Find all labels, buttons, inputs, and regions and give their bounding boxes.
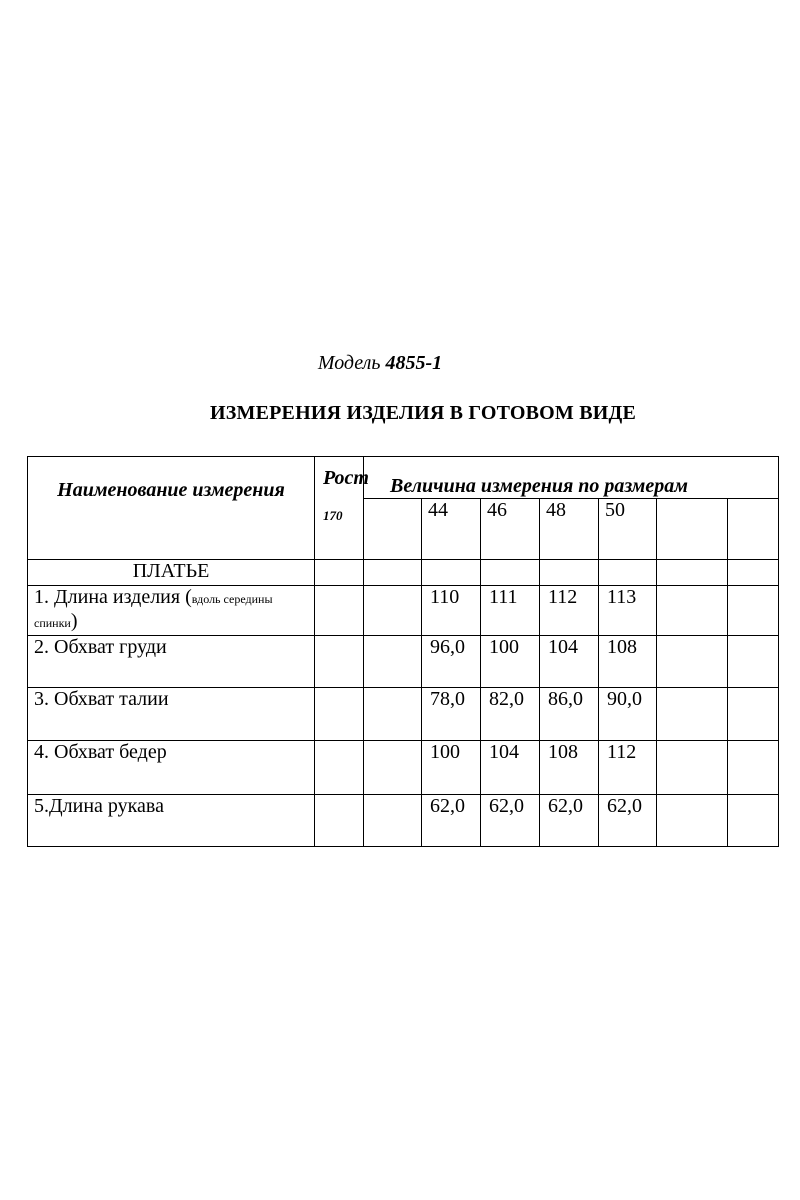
row-name: 2. Обхват груди bbox=[28, 636, 315, 688]
section-label: ПЛАТЬЕ bbox=[28, 560, 315, 586]
value-cell: 111 bbox=[481, 586, 540, 636]
blank-cell bbox=[315, 795, 364, 847]
table-header-row bbox=[28, 457, 779, 499]
blank-cell bbox=[728, 636, 779, 688]
value-cell: 62,0 bbox=[599, 795, 657, 847]
blank-cell bbox=[315, 741, 364, 795]
row-name-text: 1. Длина изделия ( bbox=[34, 586, 192, 608]
blank-cell bbox=[728, 560, 779, 586]
value-cell: 96,0 bbox=[422, 636, 481, 688]
size-cell: 44 bbox=[422, 499, 481, 560]
size-cell: 50 bbox=[599, 499, 657, 560]
row-name-note: вдоль середины спинки bbox=[34, 592, 273, 630]
height-label: Рост bbox=[323, 467, 369, 489]
value-cell: 78,0 bbox=[422, 688, 481, 741]
table-row bbox=[28, 741, 779, 795]
blank-cell bbox=[422, 560, 481, 586]
blank-cell bbox=[315, 636, 364, 688]
blank-cell bbox=[657, 741, 728, 795]
value-cell: 108 bbox=[599, 636, 657, 688]
value-cell: 100 bbox=[481, 636, 540, 688]
value-cell: 62,0 bbox=[422, 795, 481, 847]
column-header-sizes: Величина измерения по размерам bbox=[364, 457, 779, 499]
blank-cell bbox=[364, 741, 422, 795]
blank-cell bbox=[657, 586, 728, 636]
value-cell: 86,0 bbox=[540, 688, 599, 741]
value-cell: 112 bbox=[599, 741, 657, 795]
value-cell: 62,0 bbox=[481, 795, 540, 847]
value-cell: 110 bbox=[422, 586, 481, 636]
model-number: 4855-1 bbox=[385, 352, 443, 374]
blank-cell bbox=[315, 586, 364, 636]
blank-cell bbox=[315, 560, 364, 586]
table-row bbox=[28, 795, 779, 847]
measurements-table bbox=[27, 456, 779, 847]
value-cell: 104 bbox=[481, 741, 540, 795]
value-cell: 113 bbox=[599, 586, 657, 636]
value-cell: 108 bbox=[540, 741, 599, 795]
value-cell: 82,0 bbox=[481, 688, 540, 741]
blank-cell bbox=[364, 688, 422, 741]
blank-cell bbox=[728, 586, 779, 636]
blank-cell bbox=[657, 795, 728, 847]
blank-cell bbox=[364, 560, 422, 586]
blank-cell bbox=[364, 795, 422, 847]
row-name-end: ) bbox=[70, 610, 78, 632]
value-cell: 112 bbox=[540, 586, 599, 636]
value-cell: 62,0 bbox=[540, 795, 599, 847]
value-cell: 100 bbox=[422, 741, 481, 795]
row-name: 3. Обхват талии bbox=[28, 688, 315, 741]
blank-cell bbox=[599, 560, 657, 586]
blank-cell bbox=[657, 560, 728, 586]
row-name bbox=[28, 586, 315, 636]
blank-cell bbox=[728, 741, 779, 795]
column-header-height bbox=[315, 457, 369, 560]
size-cell: 48 bbox=[540, 499, 599, 560]
row-name: 5.Длина рукава bbox=[28, 795, 315, 847]
model-line bbox=[0, 352, 760, 375]
blank-cell bbox=[728, 688, 779, 741]
size-cell: 46 bbox=[481, 499, 540, 560]
model-label: Модель bbox=[317, 352, 381, 374]
blank-cell bbox=[657, 636, 728, 688]
value-cell: 104 bbox=[540, 636, 599, 688]
blank-cell bbox=[364, 499, 422, 560]
blank-cell bbox=[364, 586, 422, 636]
blank-cell bbox=[315, 688, 364, 741]
table-row bbox=[28, 636, 779, 688]
size-cell bbox=[728, 499, 779, 560]
blank-cell bbox=[657, 688, 728, 741]
section-row bbox=[28, 560, 779, 586]
page-title: ИЗМЕРЕНИЯ ИЗДЕЛИЯ В ГОТОВОМ ВИДЕ bbox=[210, 402, 636, 424]
blank-cell bbox=[364, 636, 422, 688]
blank-cell bbox=[728, 795, 779, 847]
row-name: 4. Обхват бедер bbox=[28, 741, 315, 795]
blank-cell bbox=[481, 560, 540, 586]
blank-cell bbox=[540, 560, 599, 586]
column-header-name: Наименование измерения bbox=[28, 457, 315, 560]
value-cell: 90,0 bbox=[599, 688, 657, 741]
size-cell bbox=[657, 499, 728, 560]
table-row bbox=[28, 688, 779, 741]
height-value: 170 bbox=[323, 508, 343, 523]
table-row bbox=[28, 586, 779, 636]
